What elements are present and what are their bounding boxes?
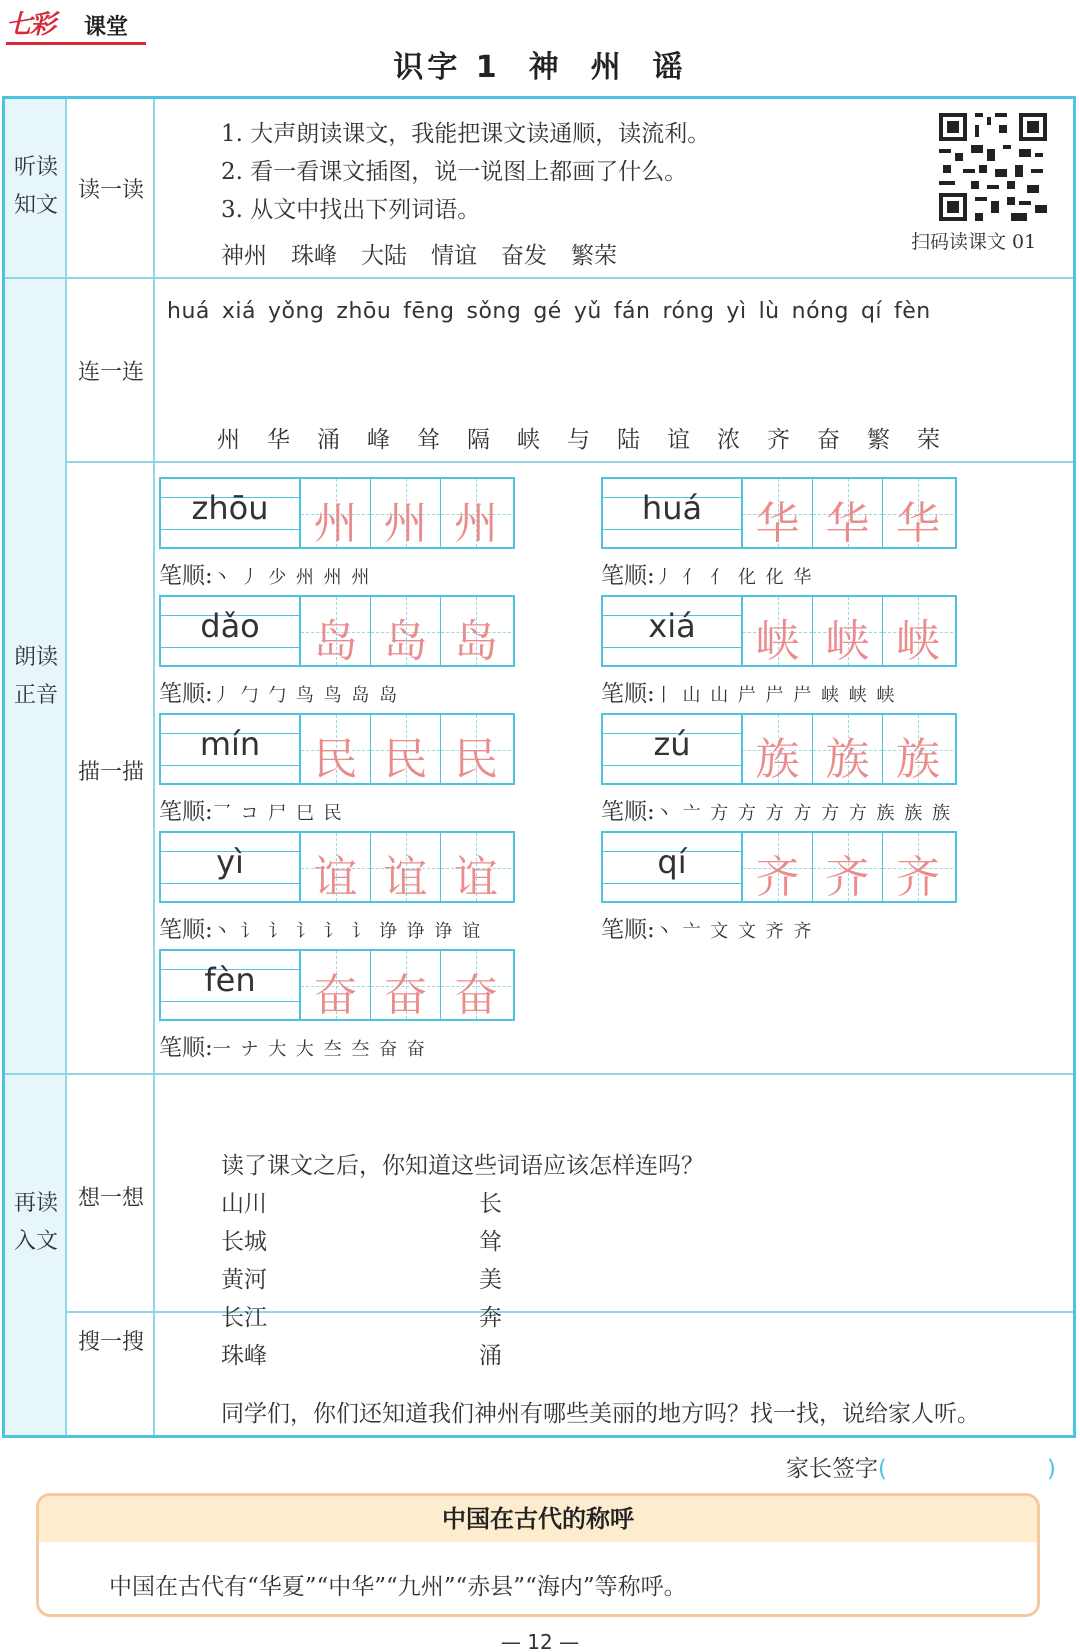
stroke-label: 笔顺: [159,681,213,707]
signature-label: 家长签字 [786,1456,878,1482]
writing-box[interactable] [159,713,515,785]
pinyin-text: fèn [204,961,256,999]
trace-char: 州 [454,498,498,549]
stroke-order [159,911,482,944]
stroke-label: 笔顺: [601,917,655,943]
trace-char: 族 [755,734,800,785]
writing-box[interactable] [159,949,515,1021]
trace-char-cell[interactable] [883,479,953,547]
pinyin: gé [533,299,562,324]
pinyin-cell [603,479,743,547]
trace-char: 族 [896,734,940,785]
pinyin-cell [161,833,301,901]
pinyin-text: zú [653,725,691,763]
trace-char-cell[interactable] [441,597,511,665]
info-title: 中国在古代的称呼 [39,1496,1037,1542]
trace-char: 岛 [313,616,358,667]
pinyin-row [167,299,943,324]
character: 涌 [317,427,340,453]
trace-char-cell[interactable] [301,833,371,901]
pinyin-cell [603,597,743,665]
trace-char-cell[interactable] [813,715,883,783]
search-prompt: 同学们，你们还知道我们神州有哪些美丽的地方吗？找一找，说给家人听。 [221,1401,980,1427]
stroke-order [601,557,813,590]
trace-char: 州 [383,498,428,549]
trace-char: 峡 [755,616,800,667]
writing-box[interactable] [601,477,957,549]
writing-box[interactable] [159,477,515,549]
word: 大陆 [361,243,407,269]
trace-char: 奋 [383,970,428,1021]
instruction-3: 3. 从文中找出下列词语。 [221,197,481,223]
trace-char: 峡 [825,616,870,667]
trace-char-cell[interactable] [371,479,441,547]
character: 峰 [367,427,390,453]
stroke-sequence: 丨 山 山 屵 屵 屵 峡 峡 峡 [654,685,897,706]
word: 珠峰 [291,243,337,269]
column-divider [153,99,155,1435]
character: 峡 [517,427,540,453]
stroke-order [601,911,813,944]
stroke-label: 笔顺: [159,917,213,943]
pinyin: róng [662,299,715,324]
stroke-label: 笔顺: [159,799,213,825]
think-left-4: 长江 [221,1305,267,1331]
sub-label-search: 搜一搜 [77,1330,144,1355]
pinyin: fán [613,299,651,324]
pinyin: qí [860,299,883,324]
stroke-order [601,675,897,708]
trace-char-cell[interactable] [301,597,371,665]
trace-char-cell[interactable] [371,597,441,665]
think-right-5: 涌 [479,1343,502,1369]
pinyin-cell [161,951,301,1019]
character: 齐 [767,427,790,453]
title-char-2: 州 [590,50,625,85]
trace-char-cell[interactable] [301,951,371,1019]
trace-char: 民 [454,734,498,785]
trace-char: 奋 [454,970,498,1021]
trace-char: 齐 [755,852,800,903]
think-left-2: 长城 [221,1229,267,1255]
trace-char-cell[interactable] [743,715,813,783]
pinyin-text: yì [216,843,244,881]
brand-name: 课堂 [84,15,129,40]
pinyin-cell [161,479,301,547]
pinyin: fèn [894,299,931,324]
pinyin-cell [603,833,743,901]
trace-char: 谊 [383,852,428,903]
section-label-listen: 听读 知文 [13,155,58,218]
trace-char-cell[interactable] [441,479,511,547]
trace-char-cell[interactable] [371,951,441,1019]
trace-char-cell[interactable] [813,833,883,901]
pinyin-cell [603,715,743,783]
section-label-read-aloud: 朗读 正音 [13,645,58,708]
trace-char: 华 [755,498,800,549]
trace-char: 族 [825,734,870,785]
title-prefix: 识字 1 [393,50,501,85]
word-list [221,237,641,270]
pinyin: yǒng [268,299,325,324]
pinyin-text: xiá [648,607,696,645]
stroke-order [159,557,371,590]
character: 华 [267,427,290,453]
think-right-3: 美 [479,1267,502,1293]
character: 耸 [417,427,440,453]
writing-box[interactable] [601,713,957,785]
subsection-divider [67,461,1073,463]
stroke-sequence: 丶 讠 讠 讠 讠 讠 诤 诤 诤 谊 [212,921,483,942]
parent-signature[interactable] [786,1450,1056,1483]
stroke-sequence: 丶 丿 少 州 州 州 [212,567,372,588]
character: 州 [217,427,240,453]
trace-char: 华 [825,498,870,549]
sub-label-think: 想一想 [77,1186,144,1211]
character-row [217,421,967,454]
writing-box[interactable] [601,595,957,667]
trace-char: 岛 [454,616,498,667]
pinyin: yǔ [573,299,602,324]
stroke-order [601,793,952,826]
character: 谊 [667,427,690,453]
trace-char: 民 [383,734,428,785]
think-question: 读了课文之后，你知道这些词语应该怎样连吗？ [221,1153,704,1179]
stroke-label: 笔顺: [601,799,655,825]
pinyin-text: zhōu [191,489,269,527]
qr-code-icon[interactable] [939,113,1047,221]
pinyin-text: qí [657,843,687,881]
trace-char-cell[interactable] [743,833,813,901]
sub-label-trace: 描一描 [77,760,144,785]
info-box [36,1493,1040,1617]
stroke-sequence: 乛 コ 尸 巳 民 [212,803,344,824]
trace-char-cell[interactable] [883,833,953,901]
page-title [0,42,1080,86]
pinyin-cell [161,715,301,783]
pinyin: zhōu [336,299,392,324]
instruction-2: 2. 看一看课文插图，说一说图上都画了什么。 [221,159,688,185]
brand-logo [6,4,146,44]
trace-char: 谊 [454,852,498,903]
trace-char-cell[interactable] [301,715,371,783]
trace-char-cell[interactable] [743,479,813,547]
stroke-sequence: 丶 亠 方 方 方 方 方 方 族 族 族 [654,803,952,824]
pinyin: fēng [403,299,455,324]
stroke-label: 笔顺: [159,1035,213,1061]
signature-open-paren: ( [878,1456,887,1482]
sub-label-read: 读一读 [77,178,144,203]
trace-char: 民 [313,734,358,785]
think-right-2: 耸 [479,1229,502,1255]
qr-caption: 扫码读课文 01 [911,231,1037,253]
trace-char-cell[interactable] [441,833,511,901]
pinyin: yì [726,299,747,324]
trace-char-cell[interactable] [883,597,953,665]
pinyin-text: mín [199,725,261,763]
sub-label-connect: 连一连 [77,360,144,385]
trace-char: 齐 [825,852,870,903]
pinyin-text: dǎo [200,607,260,645]
stroke-order [159,675,399,708]
pinyin: nóng [791,299,849,324]
stroke-label: 笔顺: [159,563,213,589]
trace-char: 谊 [313,852,358,903]
pinyin: sǒng [466,299,522,324]
word: 神州 [221,243,267,269]
pinyin: huá [167,299,210,324]
instruction-1: 1. 大声朗读课文，我能把课文读通顺，读流利。 [221,121,711,147]
character: 浓 [717,427,740,453]
character: 陆 [617,427,640,453]
trace-char-cell[interactable] [813,597,883,665]
trace-char: 奋 [313,970,358,1021]
section-divider-2 [5,1073,1073,1075]
stroke-sequence: 丿 亻 亻 化 化 华 [654,567,814,588]
stroke-sequence: 丶 亠 文 文 齐 齐 [654,921,814,942]
subsection-divider-2 [67,1311,1073,1313]
section-divider-1 [5,277,1073,279]
pinyin: lù [758,299,780,324]
page-number: — 12 — [500,1630,580,1652]
stroke-order [159,1029,427,1062]
character: 荣 [917,427,940,453]
think-left-1: 山川 [221,1191,267,1217]
trace-char-cell[interactable] [301,479,371,547]
think-left-3: 黄河 [221,1267,267,1293]
brand-mark: 七彩 [6,10,55,40]
character: 与 [567,427,590,453]
trace-char-cell[interactable] [371,715,441,783]
trace-char: 州 [313,498,358,549]
section-label-reread: 再读 入文 [13,1191,58,1254]
signature-close-paren: ) [1046,1456,1056,1482]
worksheet-table [2,96,1076,1438]
trace-char-cell[interactable] [883,715,953,783]
word: 情谊 [431,243,477,269]
word: 奋发 [501,243,547,269]
trace-char-cell[interactable] [371,833,441,901]
trace-char: 华 [896,498,940,549]
stroke-sequence: 丿 勹 勹 鸟 鸟 岛 岛 [212,685,400,706]
stroke-sequence: 一 ナ 大 大 夳 夳 奋 奋 [212,1039,427,1060]
title-char-1: 神 [528,50,563,85]
trace-char-cell[interactable] [813,479,883,547]
writing-box[interactable] [159,595,515,667]
character: 奋 [817,427,840,453]
trace-char-cell[interactable] [441,715,511,783]
stroke-label: 笔顺: [601,563,655,589]
trace-char-cell[interactable] [743,597,813,665]
trace-char: 峡 [896,616,940,667]
title-char-3: 谣 [652,50,687,85]
think-right-1: 长 [479,1191,502,1217]
trace-char: 齐 [896,852,940,903]
character: 隔 [467,427,490,453]
stroke-label: 笔顺: [601,681,655,707]
pinyin-cell [161,597,301,665]
word: 繁荣 [571,243,617,269]
pinyin: xiá [221,299,256,324]
think-right-4: 奔 [479,1305,502,1331]
trace-char-cell[interactable] [441,951,511,1019]
think-left-5: 珠峰 [221,1343,267,1369]
trace-char: 岛 [383,616,428,667]
writing-box[interactable] [159,831,515,903]
pinyin-text: huá [641,489,703,527]
info-body: 中国在古代有“华夏”“中华”“九州”“赤县”“海内”等称呼。 [109,1574,687,1600]
writing-box[interactable] [601,831,957,903]
stroke-order [159,793,344,826]
character: 繁 [867,427,890,453]
